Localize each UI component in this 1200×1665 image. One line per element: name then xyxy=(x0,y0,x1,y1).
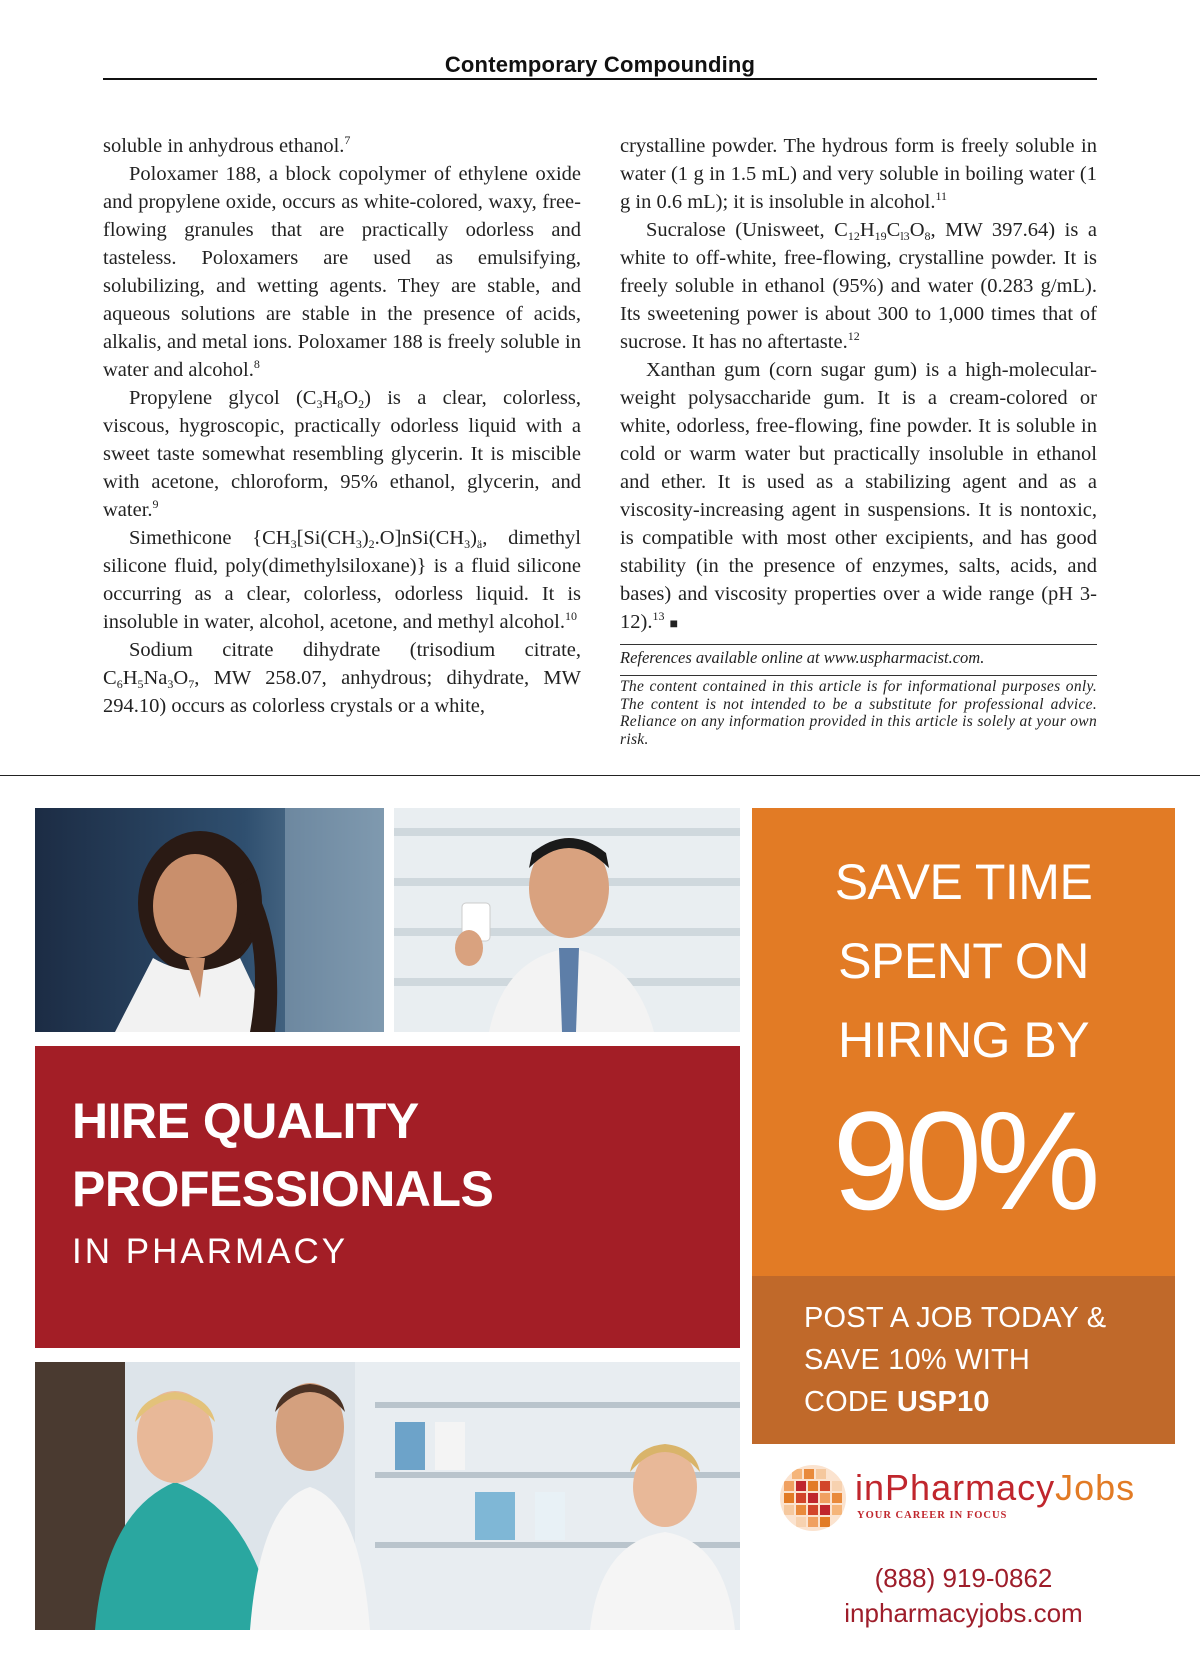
paragraph-simethicone: Simethicone {$CH_3[Si(CH_3)_2.O]nSi(CH_3)_ä$, dimethyl silicone fluid, poly(dimethylsiloxane)} is a fluid silicone occurring as a clear, colorless, odorless liquid. It is insoluble in water, alcohol, acetone, and methyl alcohol.$^{10}$ xyxy=(103,527,581,633)
ad-promo-line3: CODE USP10 xyxy=(804,1386,990,1418)
running-header: Contemporary Compounding xyxy=(444,52,756,77)
paragraph-propylene-glycol: Propylene glycol $(C_3H_8O_2)$ is a clear, colorless, viscous, hygroscopic, practically odorless liquid with a sweet taste somewhat resembling glycerin. It is miscible with acetone, chloroform, 95% ethanol, glycerin, and water.$^9$ xyxy=(103,387,581,521)
ad-headline-line2: PROFESSIONALS xyxy=(72,1161,494,1217)
ad-headline-line3: IN PHARMACY xyxy=(72,1232,349,1271)
disclaimer: The content contained in this article is for informational purposes only. The content is not intended to be a substitute for professional advice. Reliance on any information provided in this article is solely at your own risk. xyxy=(620,678,1097,748)
paragraph-sodium-citrate: Sodium citrate dihydrate (trisodium citrate, $C_6H_5Na_3O_7$, MW 258.07, anhydrous; dihydrate, MW 294.10) occurs as colorless crystals or a white, xyxy=(103,639,581,717)
promo-code: USP10 xyxy=(896,1386,990,1418)
paragraph-xanthan-gum: Xanthan gum (corn sugar gum) is a high-molecular-weight polysaccharide gum. It is a cream-colored or white, odorless, free-flowing, fine powder. It is soluble in cold or warm water but practically insoluble in ethanol and ether. It is used as a stabilizing agent and as a viscosity-increasing agent in suspensions. It is nontoxic, is compatible with most other excipients, and has good stability (in the presence of enzymes, salts, acids, and bases) and viscosity properties over a wide range (pH 3-12).$^{13}$ ■ xyxy=(620,359,1097,633)
photo-pharmacist-man xyxy=(394,808,740,1032)
ad-website-link[interactable]: inpharmacyjobs.com xyxy=(844,1598,1083,1628)
paragraph: crystalline powder. The hydrous form is freely soluble in water (1 g in 1.5 mL) and very soluble in boiling water (1 g in 0.6 mL); it is insoluble in alcohol.$^{11}$ xyxy=(620,135,1097,213)
ad-headline-panel xyxy=(35,1046,740,1348)
ad-promo-line2: SAVE 10% WITH xyxy=(804,1344,1031,1376)
article-column-right xyxy=(620,132,1097,639)
ad-headline-line1: HIRE QUALITY xyxy=(72,1093,419,1149)
logo-tagline: YOUR CAREER IN FOCUS xyxy=(857,1510,1008,1521)
photo-pharmacist-woman xyxy=(35,808,384,1032)
paragraph-poloxamer: Poloxamer 188, a block copolymer of ethylene oxide and propylene oxide, occurs as white-colored, waxy, free-flowing granules that are practically odorless and tasteless. Poloxamers are used as emulsifying, solubilizing, and wetting agents. They are stable, and aqueous solutions are stable in the presence of acids, alkalis, and metal ions. Poloxamer 188 is freely soluble in water and alcohol.$^8$ xyxy=(103,163,581,381)
ad-promo-line1: POST A JOB TODAY & xyxy=(804,1302,1107,1334)
ad-offer-line1: SAVE TIME xyxy=(834,854,1093,910)
paragraph: soluble in anhydrous ethanol.$^7$ xyxy=(103,133,351,157)
logo-mosaic-icon xyxy=(778,1463,848,1533)
references-rule xyxy=(620,644,1097,645)
ad-offer-line2: SPENT ON xyxy=(838,933,1089,989)
ad-offer-percent: 90% xyxy=(832,1082,1095,1239)
disclaimer-rule xyxy=(620,675,1097,676)
ad-offer-line3: HIRING BY xyxy=(837,1012,1090,1068)
ad-offer-panel xyxy=(752,808,1175,1276)
references-note: References available online at www.uspharmacist.com. xyxy=(620,648,985,667)
photo-pharmacy-team xyxy=(35,1362,740,1630)
paragraph-sucralose: Sucralose (Unisweet, $C_{12}H_{19}C_{l3}O_8$, MW 397.64) is a white to off-white, free-flowing, crystalline powder. It is freely soluble in ethanol (95%) and water (0.283 g/mL). Its sweetening power is about 300 to 1,000 times that of sucrose. It has no aftertaste.$^{12}$ xyxy=(620,219,1097,353)
header-rule xyxy=(103,78,1097,80)
ad-phone-number[interactable]: (888) 919-0862 xyxy=(874,1563,1053,1593)
end-mark-icon: ■ xyxy=(669,617,679,632)
page-divider xyxy=(0,775,1200,776)
inpharmacyjobs-logo[interactable] xyxy=(778,1463,1178,1543)
article-column-left xyxy=(103,132,581,720)
logo-wordmark: inPharmacyJobs xyxy=(855,1467,1136,1508)
ad-promo-panel xyxy=(752,1276,1175,1444)
